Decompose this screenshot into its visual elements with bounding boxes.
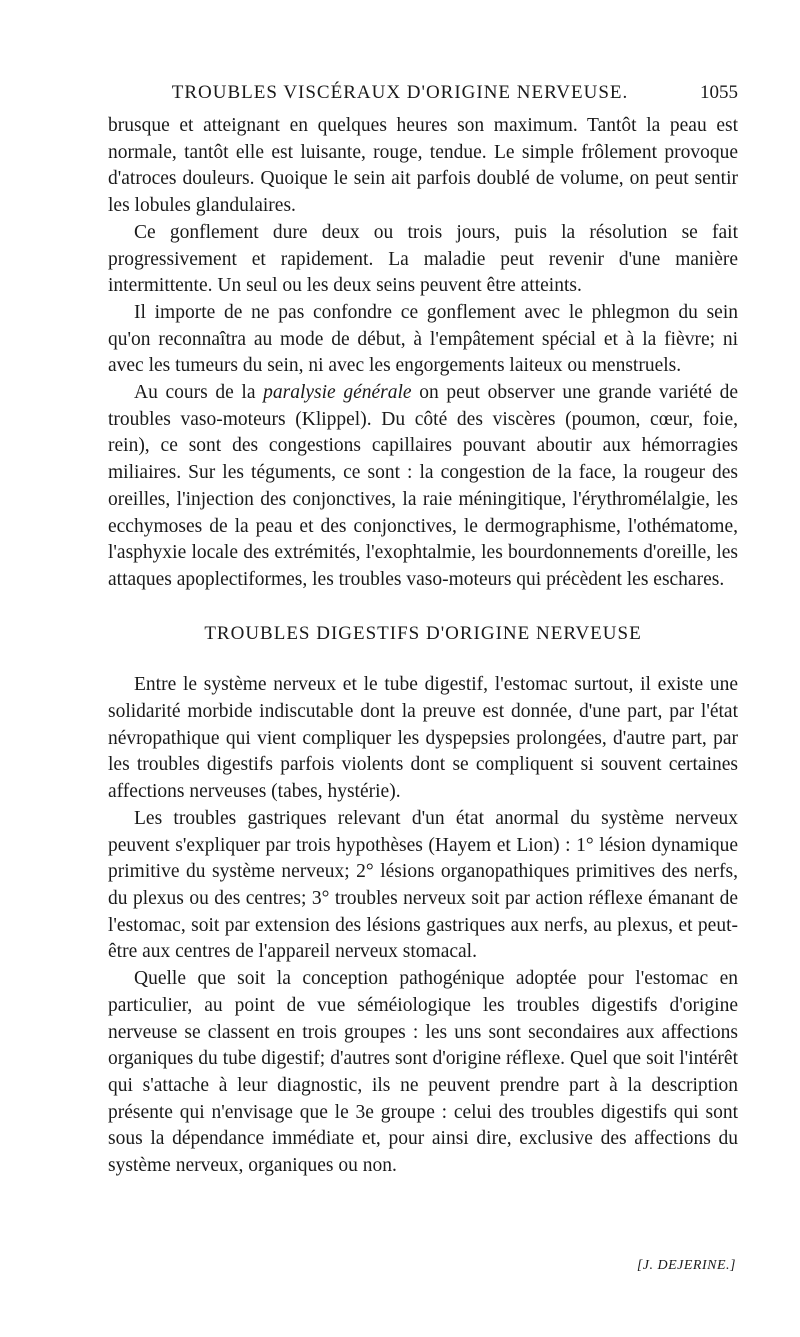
page-number: 1055 <box>700 82 738 103</box>
paragraph: Les troubles gastriques relevant d'un état anormal du système nerveux peuvent s'expliquer par trois hypothèses (Hayem et Lion) : 1° lésion dynamique primitive du système nerveux; 2° lésions organopathiques primitives des nerfs, du plexus ou des centres; 3° troubles nerveux soit par action réflexe émanant de l'estomac, soit par extension des lésions gastriques aux nerfs, au plexus, et peut-être aux centres de l'appareil nerveux stomacal. <box>108 807 738 963</box>
paragraph: Quelle que soit la conception pathogénique adoptée pour l'estomac en particulier, au point de vue séméiologique les troubles digestifs d'origine nerveuse se classent en trois groupes : les uns sont secondaires aux affections organiques du tube digestif; d'autres sont d'origine réflexe. Quel que soit l'intérêt qui s'attache à leur diagnostic, ils ne peuvent prendre part à la description présente qui n'envisage que le 3e groupe : celui des troubles digestifs qui sont sous la dépendance immédiate et, pour ainsi dire, exclusive des affections du système nerveux, organiques ou non. <box>108 968 738 1177</box>
author-signature: [J. DEJERINE.] <box>636 1258 736 1273</box>
running-head <box>0 80 800 110</box>
paragraph: Il importe de ne pas confondre ce gonflement avec le phlegmon du sein qu'on reconnaîtra au mode de début, à l'empâtement spécial et à la fièvre; ni avec les tumeurs du sein, ni avec les engorgements laiteux ou menstruels. <box>108 301 738 377</box>
section-heading: TROUBLES DIGESTIFS D'ORIGINE NERVEUSE <box>204 622 642 644</box>
paragraph: Ce gonflement dure deux ou trois jours, puis la résolution se fait progressivement et rapidement. La maladie peut revenir d'une manière intermittente. Un seul ou les deux seins peuvent être atteints. <box>108 221 738 297</box>
paragraph-paralysis <box>108 380 738 594</box>
paragraph: brusque et atteignant en quelques heures son maximum. Tantôt la peau est normale, tantôt elle est luisante, rouge, tendue. Le simple frôlement provoque d'atroces douleurs. Quoique le sein ait parfois doublé de volume, on peut sentir les lobules glandulaires. <box>108 115 738 217</box>
body-text <box>108 113 738 1180</box>
paragraph-text: Au cours de la <box>134 382 264 404</box>
paragraph-text: on peut observer une grande variété de troubles vaso-moteurs (Klippel). Du côté des viscères (poumon, cœur, foie, rein), ce sont des congestions capillaires pouvant aboutir aux hémorragies miliaires. Sur les téguments, ce sont : la congestion de la face, la rougeur des oreilles, l'injection des conjonctives, la raie méningitique, l'érythromélalgie, les ecchymoses de la peau et des conjonctives, le dermographisme, l'othématome, l'asphyxie locale des extrémités, l'exophtalmie, les bourdonnements d'oreille, les attaques apoplectiformes, les troubles vaso-moteurs qui précèdent les eschares. <box>108 382 738 590</box>
emphasis-text: paralysie générale <box>263 382 412 404</box>
running-title: TROUBLES VISCÉRAUX D'ORIGINE NERVEUSE. <box>171 82 629 103</box>
paragraph: Entre le système nerveux et le tube digestif, l'estomac surtout, il existe une solidarité morbide indiscutable dont la preuve est donnée, d'une part, par l'état névropathique qui vient compliquer les dyspepsies prolongées, d'autre part, par les troubles digestifs parfois violents dont se compliquent si souvent certaines affections nerveuses (tabes, hystérie). <box>108 674 738 803</box>
